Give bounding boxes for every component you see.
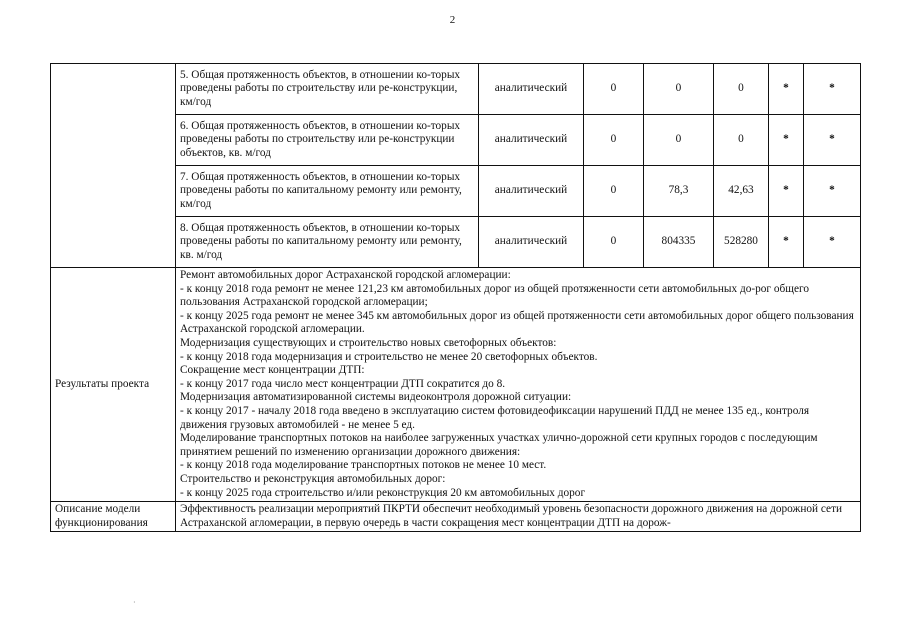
model-text: Эффективность реализации мероприятий ПКРТИ обеспечит необходимый уровень безопасности дорожного движения на дорожной сети Астраханской агломерации, в первую очередь в части сокращения мест концентрации ДТП на дорож- bbox=[176, 502, 861, 532]
result-line: Строительство и реконструкция автомобильных дорог: bbox=[180, 472, 446, 485]
indicator-value-4: * bbox=[769, 115, 804, 166]
indicator-value-2: 804335 bbox=[644, 217, 714, 268]
result-line: Ремонт автомобильных дорог Астраханской городской агломерации: bbox=[180, 269, 511, 281]
model-label: Описание модели функционирования bbox=[51, 502, 176, 532]
indicator-text: 8. Общая протяженность объектов, в отношении ко-торых проведены работы по капитальному ремонту или ремонту, кв. м/год bbox=[176, 217, 479, 268]
indicator-value-5: * bbox=[804, 166, 861, 217]
result-line: - к концу 2017 - началу 2018 года введено в эксплуатацию систем фотовидеофиксации нарушений ПДД не менее 135 ед., контроля движения грузовых автомобилей - не менее 5 ед. bbox=[180, 404, 810, 431]
indicator-value-2: 0 bbox=[644, 115, 714, 166]
indicator-text: 7. Общая протяженность объектов, в отношении ко-торых проведены работы по капитальному ремонту или ремонту, км/год bbox=[176, 166, 479, 217]
indicator-value-2: 78,3 bbox=[644, 166, 714, 217]
result-line: - к концу 2025 года ремонт не менее 345 км автомобильных дорог из общей протяженности сети автомобильных дорог общего пользования Астраханской городской агломерации. bbox=[180, 309, 854, 336]
indicator-value-3: 42,63 bbox=[714, 166, 769, 217]
results-row bbox=[51, 268, 861, 502]
indicator-value-4: * bbox=[769, 166, 804, 217]
result-line: - к концу 2017 года число мест концентрации ДТП сократится до 8. bbox=[180, 377, 506, 390]
indicator-value-3: 0 bbox=[714, 115, 769, 166]
result-line: - к концу 2018 года моделирование транспортных потоков не менее 10 мест. bbox=[180, 459, 547, 472]
results-label: Результаты проекта bbox=[51, 268, 176, 502]
result-line: - к концу 2018 года модернизация и строительство не менее 20 светофорных объектов. bbox=[180, 350, 598, 363]
indicator-value-3: 0 bbox=[714, 64, 769, 115]
result-line: Модернизация существующих и строительство новых светофорных объектов: bbox=[180, 336, 557, 349]
indicator-value-4: * bbox=[769, 217, 804, 268]
result-line: - к концу 2025 года строительство и/или реконструкция 20 км автомобильных дорог bbox=[180, 486, 586, 499]
passport-table bbox=[50, 63, 861, 532]
indicator-value-5: * bbox=[804, 217, 861, 268]
indicator-text: 6. Общая протяженность объектов, в отношении ко-торых проведены работы по строительству или ре-конструкции объектов, кв. м/год bbox=[176, 115, 479, 166]
indicator-value-2: 0 bbox=[644, 64, 714, 115]
empty-label-cell bbox=[51, 64, 176, 268]
indicator-value-1: 0 bbox=[584, 166, 644, 217]
scan-speck: · bbox=[133, 598, 136, 607]
indicator-value-5: * bbox=[804, 64, 861, 115]
result-line: Сокращение мест концентрации ДТП: bbox=[180, 364, 365, 377]
page-number: 2 bbox=[449, 14, 456, 26]
indicator-value-5: * bbox=[804, 115, 861, 166]
result-line: Моделирование транспортных потоков на наиболее загруженных участках улично-дорожной сети крупных городов с последующим принятием решений по изменению организации дорожного движения: bbox=[180, 432, 818, 458]
indicator-row bbox=[51, 64, 861, 115]
indicator-method: аналитический bbox=[479, 217, 584, 268]
indicator-value-1: 0 bbox=[584, 217, 644, 268]
indicator-value-1: 0 bbox=[584, 115, 644, 166]
indicator-method: аналитический bbox=[479, 115, 584, 166]
indicator-method: аналитический bbox=[479, 64, 584, 115]
indicator-value-3: 528280 bbox=[714, 217, 769, 268]
indicator-value-1: 0 bbox=[584, 64, 644, 115]
result-line: Модернизация автоматизированной системы видеоконтроля дорожной ситуации: bbox=[180, 391, 572, 404]
indicator-method: аналитический bbox=[479, 166, 584, 217]
result-line: - к концу 2018 года ремонт не менее 121,23 км автомобильных дорог из общей протяженности сети автомобильных до-рог общего пользования Астраханской городской агломерации; bbox=[180, 282, 809, 309]
model-row bbox=[51, 502, 861, 532]
indicator-value-4: * bbox=[769, 64, 804, 115]
results-text bbox=[176, 268, 861, 502]
indicator-text: 5. Общая протяженность объектов, в отношении ко-торых проведены работы по строительству или ре-конструкции, км/год bbox=[176, 64, 479, 115]
